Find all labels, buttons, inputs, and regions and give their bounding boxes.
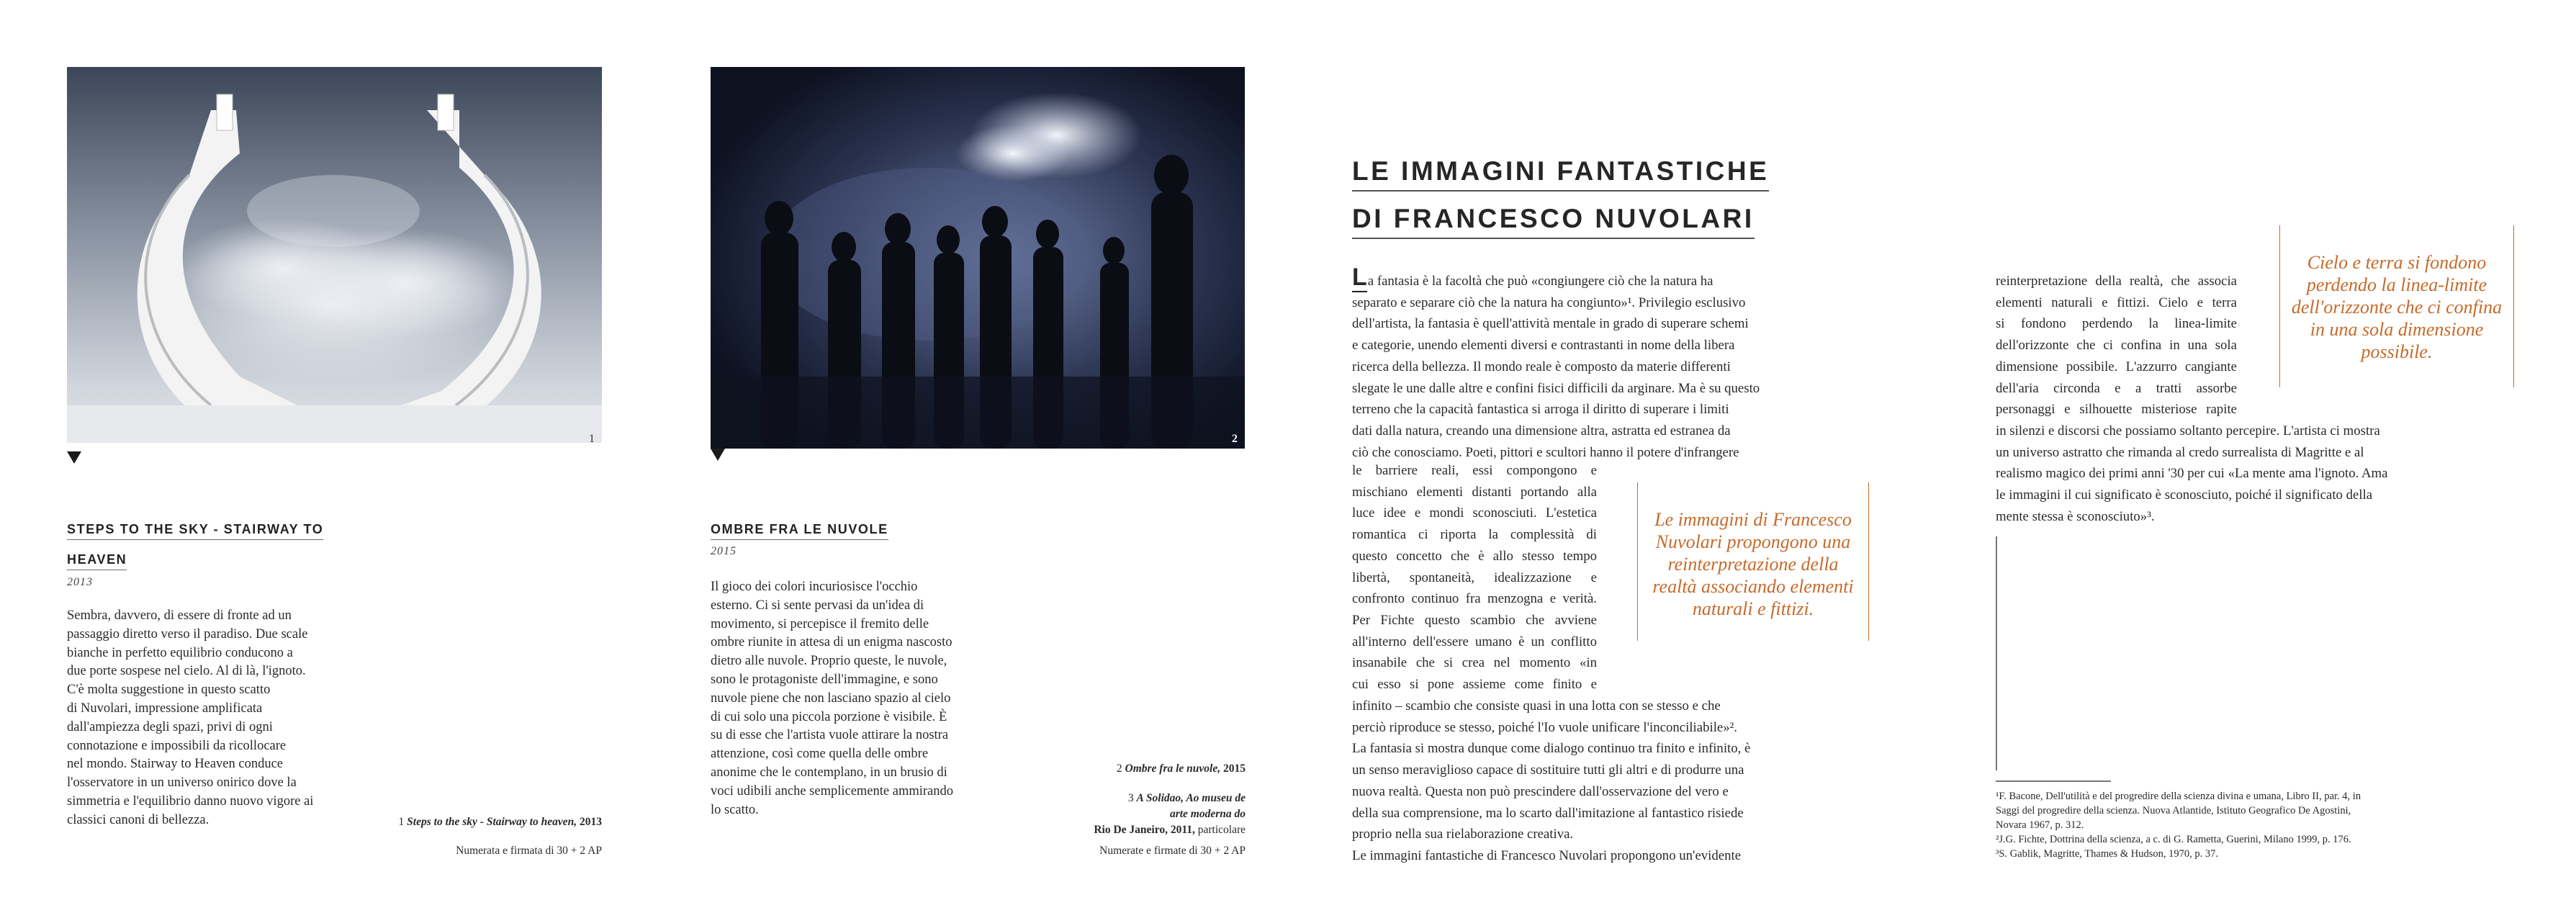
pull-quote-2: Cielo e terra si fondono perdendo la linea-limite dell'orizzonte che ci confina in una sola dimensione possibile. — [2279, 225, 2514, 387]
plate-title-1-line1: STEPS TO THE SKY - STAIRWAY TO — [67, 522, 323, 540]
desc2-line: ombre riunite in attesa di un enigma nascosto — [711, 635, 953, 650]
drop-cap: L — [1352, 264, 1367, 291]
credit-year: 2011, — [1170, 824, 1195, 836]
body-line: romantica ci riporta la complessità di — [1352, 527, 1597, 543]
plate-year-2: 2015 — [711, 545, 737, 557]
footnote-rule — [1996, 780, 2111, 782]
desc1-line: connotazione e impossibili da ricollocare — [67, 738, 287, 753]
desc2-line: Il gioco dei colori incuriosisce l'occhio — [711, 580, 918, 594]
body-line: dell'artista, la fantasia è quell'attività mentale in grado di superare schemi — [1352, 316, 1749, 332]
body-line: luce idee e mondi sconosciuti. L'estetica — [1352, 505, 1597, 521]
body-line: perciò riproduce se stesso, poiché l'Io vuole unificare l'inconciliabile»². — [1352, 719, 1737, 735]
desc1-line: classici canoni di bellezza. — [67, 812, 210, 827]
desc2-line: movimento, si percepisce il fremito delle — [711, 616, 929, 631]
credit-title: Rio De Janeiro, — [1094, 824, 1168, 836]
body-line: dimensione possibile. L'azzurro cangiante — [1996, 359, 2237, 374]
plate-number-1: 1 — [589, 433, 595, 445]
body-line: mente stessa è sconosciuto»³. — [1996, 508, 2155, 524]
body-line: della sua comprensione, ma lo scarto dall'imitazione al fantastico risiede — [1352, 805, 1744, 821]
footnote-line: ¹F. Bacone, Dell'utilità e del progredire della scienza divina e umana, Libro II, par. 4, in — [1996, 791, 2361, 802]
credit-year: 2015 — [1223, 762, 1246, 775]
plate-year-1: 2013 — [67, 576, 93, 588]
desc2-line: attenzione, così come quella delle ombre — [711, 747, 929, 762]
body-line: terreno che la capacità fantastica si arroga il diritto di superare i limiti — [1352, 402, 1729, 418]
article-headline — [1352, 148, 1856, 243]
body-line: proprio nella sua rielaborazione creativa. — [1352, 827, 1574, 842]
body-line: infinito – scambio che consiste quasi in una lotta con se stesso e che — [1352, 698, 1721, 714]
desc1-line: l'osservatore in un universo onirico dove la — [67, 775, 297, 791]
footnote-line: ³S. Gablik, Magritte, Thames & Hudson, 1970, p. 37. — [1996, 848, 2218, 860]
body-line: ricerca della bellezza. Il mondo reale è composto da materie differenti — [1352, 359, 1731, 374]
body-line: confronto continuo fra menzogna e verità. — [1352, 591, 1597, 607]
desc2-line: voci udibili anche semplicemente ammirando — [711, 783, 954, 798]
plate-number-2: 2 — [1232, 433, 1238, 445]
body-line: a fantasia è la facoltà che può «congiungere ciò che la natura ha — [1367, 274, 1713, 289]
credit-title: arte moderna do — [1169, 808, 1246, 820]
body-line: Per Fichte questo scambio che avviene — [1352, 612, 1597, 628]
desc1-line: simmetria e l'equilibrio danno nuovo vigore ai — [67, 793, 314, 809]
body-line: mischiano elementi distanti portando alla — [1352, 484, 1597, 500]
plate-marker-2 — [711, 449, 725, 461]
body-line: le barriere reali, essi compongono e — [1352, 463, 1597, 478]
plate-title-2 — [711, 514, 999, 544]
body-line: slegate le une dalle altre e confini fisici difficili da arginare. Ma è su questo — [1352, 380, 1760, 396]
desc2-line: anonime che le contemplano, in un brusio di — [711, 765, 947, 780]
body-line: separato e separare ciò che la natura ha congiunto»¹. Privilegio esclusivo — [1352, 294, 1746, 310]
ombre-fra-le-nuvole-photo — [711, 67, 1245, 449]
body-line: e categorie, unendo elementi diversi e contrastanti in nome della libera — [1352, 338, 1735, 354]
body-line: ciò che conosciamo. Poeti, pittori e scultori hanno il potere d'infrangere — [1352, 444, 1739, 460]
footnote-line: Saggi del progredire della scienza. Nuova Atlantide, Istituto Geografico De Agostini, — [1996, 805, 2351, 816]
credit-title: A Solidao, Ao museu de — [1136, 792, 1246, 804]
credit-number: 1 — [398, 816, 405, 828]
article-col2-full — [1996, 420, 2413, 528]
desc2-line: di cui solo una piccola porzione è visibile. È — [711, 709, 947, 724]
desc1-line: Sembra, davvero, di essere di fronte ad un — [67, 608, 292, 623]
body-line: dell'aria circonda e a tratti assorbe — [1996, 380, 2237, 396]
body-line: insanabile che si crea nel momento «in — [1352, 655, 1597, 671]
body-line: nuova realtà. Questa non può prescindere dall'osservazione del vero e — [1352, 783, 1729, 799]
desc2-line: nuvole piene che non lasciano spazio al cielo — [711, 690, 951, 706]
plate-credit-1 — [324, 814, 602, 830]
body-line: elementi naturali e fittizi. Cielo e terra — [1996, 294, 2237, 310]
article-col1-narrow — [1352, 460, 1597, 696]
desc1-line: due porte sospese nel cielo. Al di là, l'ignoto. — [67, 664, 306, 679]
body-line: Le immagini fantastiche di Francesco Nuvolari propongono un'evidente — [1352, 847, 1742, 863]
desc2-line: lo scatto. — [711, 802, 759, 817]
plate-edition-2: Numerate e firmate di 30 + 2 AP — [1099, 845, 1246, 857]
plate-title-1-line2: HEAVEN — [67, 552, 127, 570]
article-col2-narrow — [1996, 271, 2237, 420]
desc2-line: esterno. Ci si sente pervasi da un'idea di — [711, 598, 924, 613]
headline-line2: DI FRANCESCO NUVOLARI — [1352, 204, 1755, 239]
footnotes — [1996, 789, 2428, 861]
credit-suffix: particolare — [1197, 824, 1246, 836]
body-line: reinterpretazione della realtà, che associa — [1996, 274, 2237, 289]
pull-quote-1: Le immagini di Francesco Nuvolari propongono una reinterpretazione della realtà associando elementi naturali e fittizi. — [1637, 482, 1869, 641]
credit-year: 2013 — [580, 816, 602, 828]
credit-title: Steps to the sky - Stairway to heaven, — [407, 816, 577, 828]
desc1-line: C'è molta suggestione in questo scatto — [67, 683, 271, 698]
credit-number: 2 — [1116, 762, 1122, 775]
desc2-line: dietro alle nuvole. Proprio queste, le nuvole, — [711, 654, 947, 669]
plate-credit-3 — [1030, 791, 1246, 838]
plate-marker-1 — [67, 451, 81, 464]
body-line: in silenzi e discorsi che possiamo soltanto percepire. L'artista ci mostra — [1996, 423, 2380, 438]
body-line: libertà, spontaneità, idealizzazione e — [1352, 570, 1597, 585]
body-line: si fondono perdendo la linea-limite — [1996, 316, 2237, 332]
body-line: le immagini il cui significato è sconosciuto, poiché il significato della — [1996, 487, 2373, 503]
footnote-line: Novara 1967, p. 312. — [1996, 819, 2084, 831]
desc1-line: bianche in perfetto equilibrio conducono a — [67, 645, 293, 660]
body-line: questo concetto che è allo stesso tempo — [1352, 548, 1597, 564]
body-line: all'interno dell'essere umano è un conflitto — [1352, 634, 1597, 649]
plate-credit-2 — [1030, 761, 1246, 777]
plate-edition-1: Numerata e firmata di 30 + 2 AP — [456, 845, 602, 857]
desc1-line: di Nuvolari, impressione amplificata — [67, 701, 263, 716]
desc1-line: passaggio diretto verso il paradiso. Due scale — [67, 626, 308, 642]
desc2-line: su di esse che l'artista vuole attirare la nostra — [711, 728, 949, 743]
plate-description-2 — [711, 578, 1020, 819]
credit-number: 3 — [1127, 792, 1134, 804]
plate-title-1 — [67, 514, 355, 575]
body-line: realismo magico dei primi anni '30 per cui «La mente ama l'ignoto. Ama — [1996, 466, 2388, 482]
column-rule — [1996, 536, 1997, 770]
desc2-line: sono le protagoniste dell'immagine, e sono — [711, 672, 938, 687]
body-line: cui esso si pone assieme come finito e — [1352, 677, 1597, 693]
article-col1-top — [1352, 264, 1768, 463]
body-line: personaggi e silhouette misteriose rapite — [1996, 402, 2237, 418]
article-col1-bottom — [1352, 696, 1768, 867]
credit-title: Ombre fra le nuvole, — [1125, 762, 1221, 775]
stairway-to-heaven-photo — [67, 67, 602, 443]
desc1-line: dall'ampiezza degli spazi, privi di ogni — [67, 719, 273, 734]
body-line: La fantasia si mostra dunque come dialogo continuo tra finito e infinito, è — [1352, 741, 1751, 757]
footnote-line: ²J.G. Fichte, Dottrina della scienza, a c. di G. Rametta, Guerini, Milano 1999, p. 176. — [1996, 834, 2351, 845]
body-line: dati dalla natura, creando una dimensione altra, astratta ed estranea da — [1352, 423, 1731, 438]
body-line: dell'orizzonte che ci confina in una sola — [1996, 338, 2237, 354]
plate-description-1 — [67, 607, 369, 830]
plate-title-2-text: OMBRE FRA LE NUVOLE — [711, 522, 888, 540]
headline-line1: LE IMMAGINI FANTASTICHE — [1352, 156, 1769, 192]
body-line: un senso meraviglioso capace di sostituire tutti gli altri e di produrre una — [1352, 762, 1744, 778]
desc1-line: nel mondo. Stairway to Heaven conduce — [67, 757, 284, 772]
body-line: un universo astratto che rimanda al credo surrealista di Magritte e al — [1996, 444, 2364, 460]
